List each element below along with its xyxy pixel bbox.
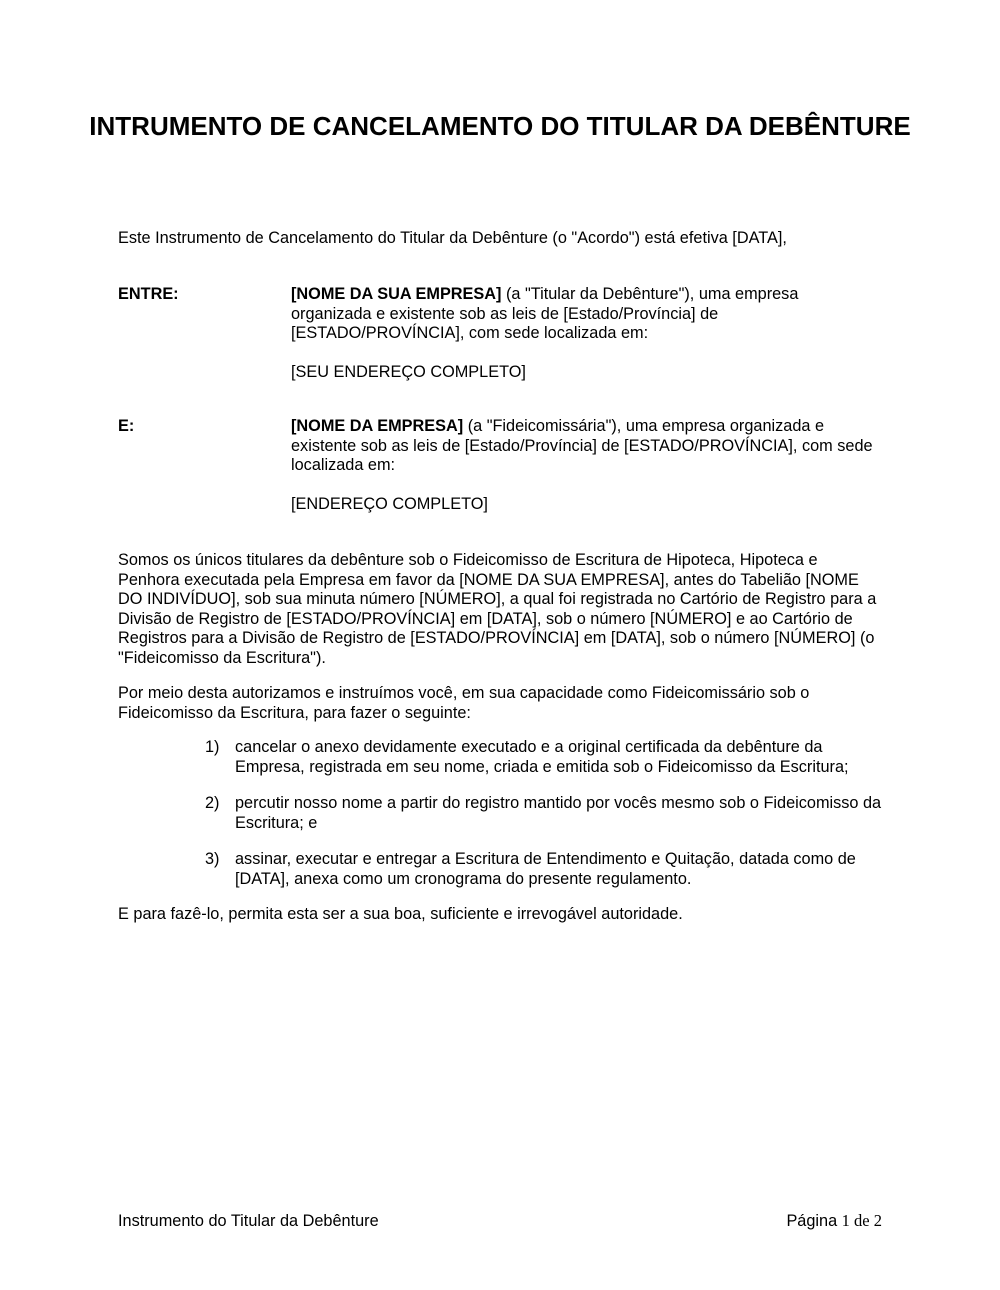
list-item-number: 1) (205, 738, 220, 756)
party-address-placeholder: [SEU ENDEREÇO COMPLETO] (291, 363, 526, 382)
party-name-placeholder: [NOME DA EMPRESA] (291, 417, 464, 435)
footer-page-label: Página (786, 1212, 842, 1230)
footer-document-name: Instrumento do Titular da Debênture (118, 1212, 379, 1230)
list-item-text: cancelar o anexo devidamente executado e a original certificada da debênture da Empresa, registrada em seu nome, criada e emitida sob o Fideicomisso da Escritura; (235, 738, 849, 776)
recitals-paragraph: Somos os únicos titulares da debênture sob o Fideicomisso de Escritura de Hipoteca, Hipoteca e Penhora executada pela Empresa em favor da [NOME DA SUA EMPRESA], antes do Tabelião [NOME DO INDIVÍDUO], sob sua minuta número [NÚMERO], a qual foi registrada no Cartório de Registro para a Divisão de Registro de [ESTADO/PROVÍNCIA] em [DATA], sob o número [NÚMERO] e ao Cartório de Registros para a Divisão de Registro de [ESTADO/PROVÍNCIA] em [DATA], sob o número [NÚMERO] (o "Fideicomisso da Escritura"). (118, 551, 877, 667)
list-item-text: assinar, executar e entregar a Escritura de Entendimento e Quitação, datada como de [DATA], anexa como um cronograma do presente regulamento. (235, 850, 856, 888)
instructions-list (205, 738, 882, 907)
document-title: INTRUMENTO DE CANCELAMENTO DO TITULAR DA DEBÊNTURE (89, 111, 911, 141)
party-label-e: E: (118, 417, 135, 435)
party-label-entre: ENTRE: (118, 285, 179, 303)
party-body-entre (291, 285, 882, 383)
party-block-e (118, 417, 882, 515)
party-name-placeholder: [NOME DA SUA EMPRESA] (291, 285, 502, 303)
party-body-e (291, 417, 882, 515)
party-description (291, 285, 882, 344)
list-item (205, 850, 882, 889)
party-block-entre (118, 285, 882, 383)
footer-page-number (786, 1211, 882, 1232)
party-description-text: (a "Titular da Debênture"), uma empresa organizada e existente sob as leis de [Estado/Província] de [ESTADO/PROVÍNCIA], com sede localizada em: (291, 285, 799, 343)
footer-page-info: 1 de 2 (841, 1211, 882, 1230)
party-description-text: (a "Fideicomissária"), uma empresa organizada e existente sob as leis de [Estado/Província] de [ESTADO/PROVÍNCIA], com sede localizada em: (291, 417, 873, 475)
list-item-number: 2) (205, 794, 220, 813)
list-item-number: 3) (205, 850, 220, 869)
list-item (205, 794, 882, 833)
page-footer (118, 1211, 882, 1232)
party-address-placeholder: [ENDEREÇO COMPLETO] (291, 495, 488, 514)
list-item-text: percutir nosso nome a partir do registro mantido por vocês mesmo sob o Fideicomisso da Escritura; e (235, 794, 882, 832)
authorization-paragraph: Por meio desta autorizamos e instruímos você, em sua capacidade como Fideicomissário sob o Fideicomisso da Escritura, para fazer o seguinte: (118, 684, 810, 722)
closing-paragraph: E para fazê-lo, permita esta ser a sua boa, suficiente e irrevogável autoridade. (118, 905, 683, 923)
list-item (205, 738, 882, 777)
intro-paragraph: Este Instrumento de Cancelamento do Titular da Debênture (o "Acordo") está efetiva [DATA], (118, 229, 787, 247)
party-description (291, 417, 882, 476)
